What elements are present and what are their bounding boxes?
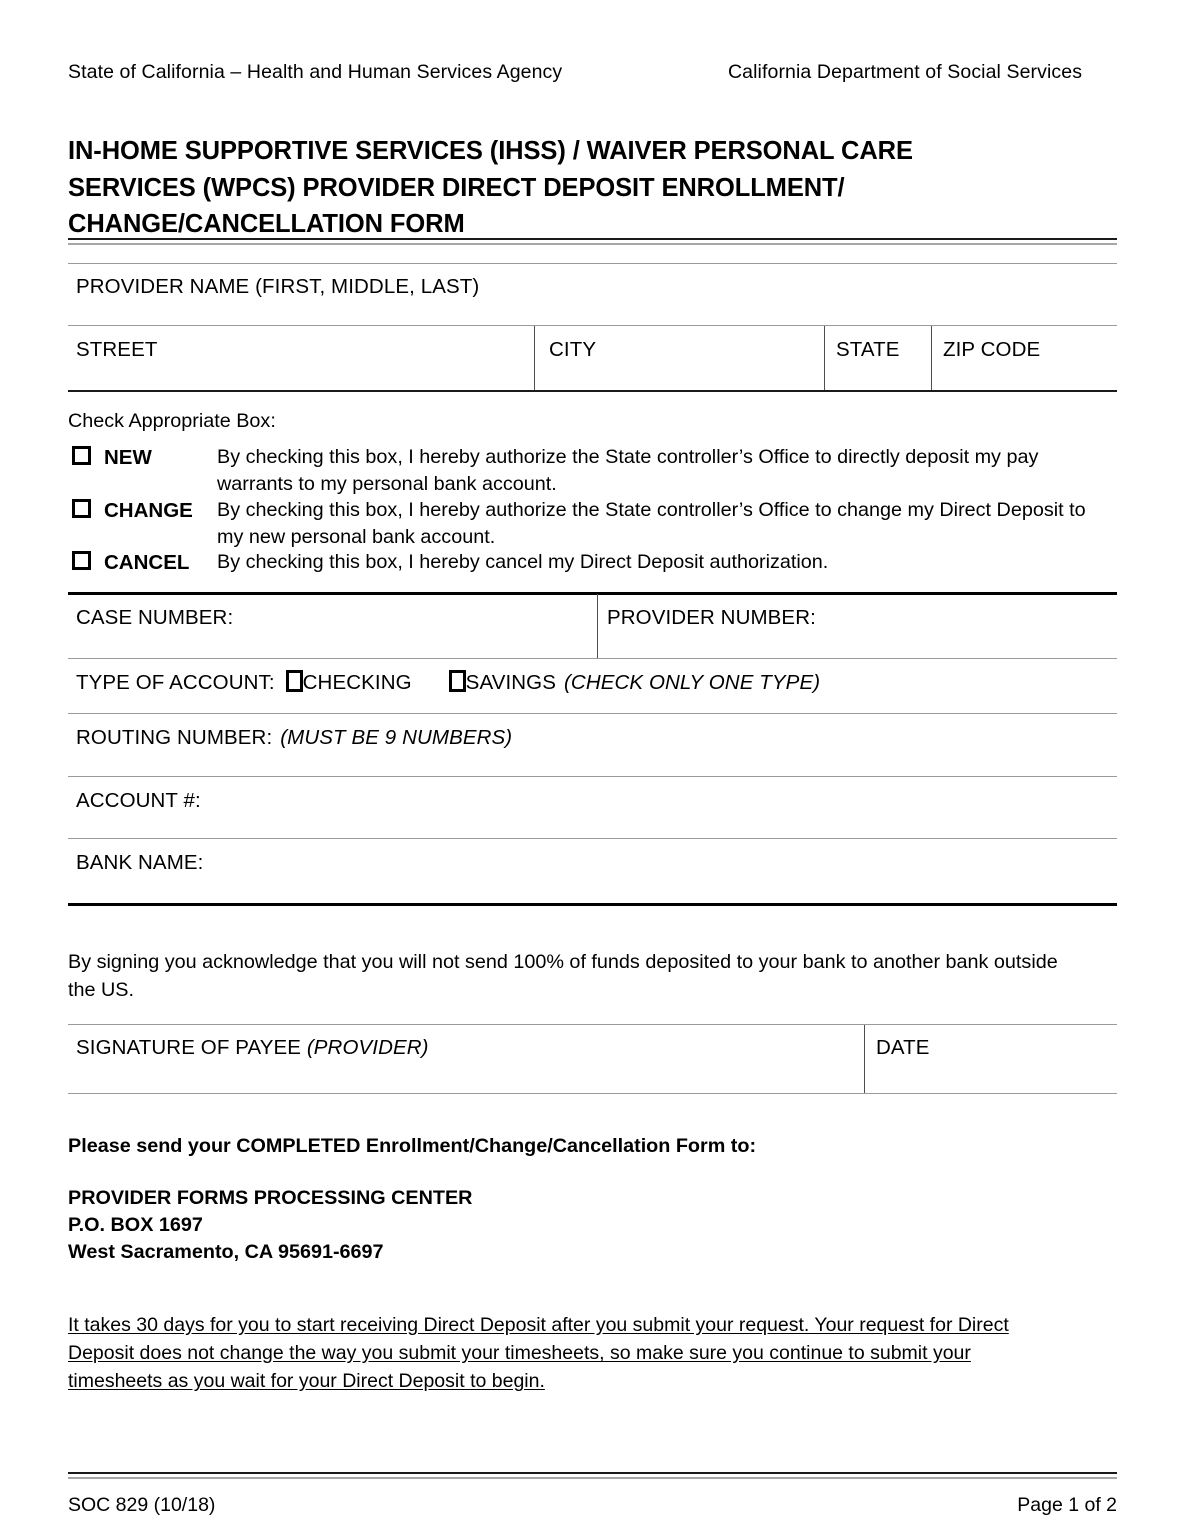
footer-rule-dark <box>68 1472 1117 1474</box>
change-description: By checking this box, I hereby authorize the State controller’s Office to change my Direct Deposit to my new personal bank account. <box>217 499 1086 548</box>
signature-cell[interactable] <box>76 1035 429 1060</box>
bank-table-top-border <box>68 592 1117 595</box>
footer-form-id: SOC 829 (10/18) <box>68 1494 216 1516</box>
mailing-instruction: Please send your COMPLETED Enrollment/Change/Cancellation Form to: <box>68 1135 757 1157</box>
checkbox-row-change[interactable] <box>72 497 1112 548</box>
footer-page-number: Page 1 of 2 <box>1017 1494 1117 1516</box>
checking-label: CHECKING <box>302 671 412 694</box>
page-title <box>68 133 1098 243</box>
savings-checkbox[interactable] <box>449 670 466 692</box>
check-section-heading: Check Appropriate Box: <box>68 410 276 432</box>
timing-note-line-1: It takes 30 days for you to start receiving Direct Deposit after you submit your request. Your request for Direct <box>68 1314 1009 1336</box>
agency-header <box>68 60 1118 84</box>
address-divider-street-city <box>534 326 535 390</box>
change-keyword-label: CHANGE <box>104 499 193 522</box>
bank-divider-case-provider <box>597 594 598 658</box>
routing-number-top-border <box>68 713 1117 714</box>
savings-label: SAVINGS <box>465 671 556 694</box>
street-label: STREET <box>76 338 158 361</box>
provider-name-top-border <box>68 263 1117 264</box>
provider-number-label: PROVIDER NUMBER: <box>607 606 816 629</box>
title-rule-gray <box>68 243 1117 245</box>
bank-name-top-border <box>68 838 1117 839</box>
signature-divider-date <box>864 1025 865 1093</box>
checking-checkbox[interactable] <box>286 670 303 692</box>
address-divider-city-state <box>824 326 825 390</box>
address-row-top-border <box>68 325 1117 326</box>
provider-name-label: PROVIDER NAME (FIRST, MIDDLE, LAST) <box>76 275 480 298</box>
account-number-top-border <box>68 776 1117 777</box>
zip-code-label: ZIP CODE <box>943 338 1041 361</box>
date-label: DATE <box>876 1036 930 1059</box>
type-of-account-row <box>76 670 820 695</box>
footer-rule-gray <box>68 1477 1117 1479</box>
routing-number-row <box>76 725 512 750</box>
routing-number-label: ROUTING NUMBER: <box>76 726 273 749</box>
mailing-address-line-1: PROVIDER FORMS PROCESSING CENTER <box>68 1187 473 1209</box>
department-label: California Department of Social Services <box>728 61 1083 83</box>
checkbox-row-new[interactable] <box>72 444 1112 495</box>
mailing-address-line-3: West Sacramento, CA 95691-6697 <box>68 1241 384 1263</box>
bank-table-bottom-border <box>68 903 1117 906</box>
cancel-checkbox[interactable] <box>72 551 91 570</box>
cancel-description: By checking this box, I hereby cancel my Direct Deposit authorization. <box>217 551 829 573</box>
signature-row-bottom-border <box>68 1093 1117 1094</box>
timing-note-line-2: Deposit does not change the way you submit your timesheets, so make sure you continue to submit your <box>68 1342 971 1364</box>
new-description: By checking this box, I hereby authorize the State controller’s Office to directly deposit my pay warrants to my personal bank account. <box>217 446 1039 495</box>
account-type-top-border <box>68 658 1117 659</box>
bank-name-label: BANK NAME: <box>76 851 204 874</box>
acknowledgement-text: By signing you acknowledge that you will not send 100% of funds deposited to your bank to another bank outside the US. <box>68 951 1058 1001</box>
signature-provider-note: (PROVIDER) <box>306 1036 429 1059</box>
direct-deposit-timing-note <box>68 1311 1113 1395</box>
checkbox-row-cancel[interactable] <box>72 549 1112 576</box>
new-keyword-label: NEW <box>104 446 152 469</box>
page-title-line-2: SERVICES (WPCS) PROVIDER DIRECT DEPOSIT ENROLLMENT/ <box>68 173 845 202</box>
mailing-address <box>68 1185 472 1266</box>
title-rule-dark <box>68 238 1117 240</box>
signature-row-top-border <box>68 1024 1117 1025</box>
check-only-one-note: (CHECK ONLY ONE TYPE) <box>564 671 821 694</box>
change-checkbox[interactable] <box>72 499 91 518</box>
city-label: CITY <box>549 338 597 361</box>
page-title-line-1: IN-HOME SUPPORTIVE SERVICES (IHSS) / WAIVER PERSONAL CARE <box>68 137 913 165</box>
case-number-label: CASE NUMBER: <box>76 606 234 629</box>
address-row-bottom-border <box>68 390 1117 392</box>
state-label: STATE <box>836 338 900 361</box>
routing-number-note: (MUST BE 9 NUMBERS) <box>280 726 513 749</box>
signature-label: SIGNATURE OF PAYEE <box>76 1036 307 1059</box>
type-of-account-label: TYPE OF ACCOUNT: <box>76 671 275 694</box>
address-divider-state-zip <box>931 326 932 390</box>
timing-note-line-3: timesheets as you wait for your Direct Deposit to begin. <box>68 1370 545 1392</box>
mailing-address-line-2: P.O. BOX 1697 <box>68 1214 203 1236</box>
state-agency-label: State of California – Health and Human Services Agency <box>68 61 563 83</box>
account-number-label: ACCOUNT #: <box>76 789 201 812</box>
page-title-line-3: CHANGE/CANCELLATION FORM <box>68 210 465 238</box>
cancel-keyword-label: CANCEL <box>104 551 190 574</box>
new-checkbox[interactable] <box>72 446 91 465</box>
